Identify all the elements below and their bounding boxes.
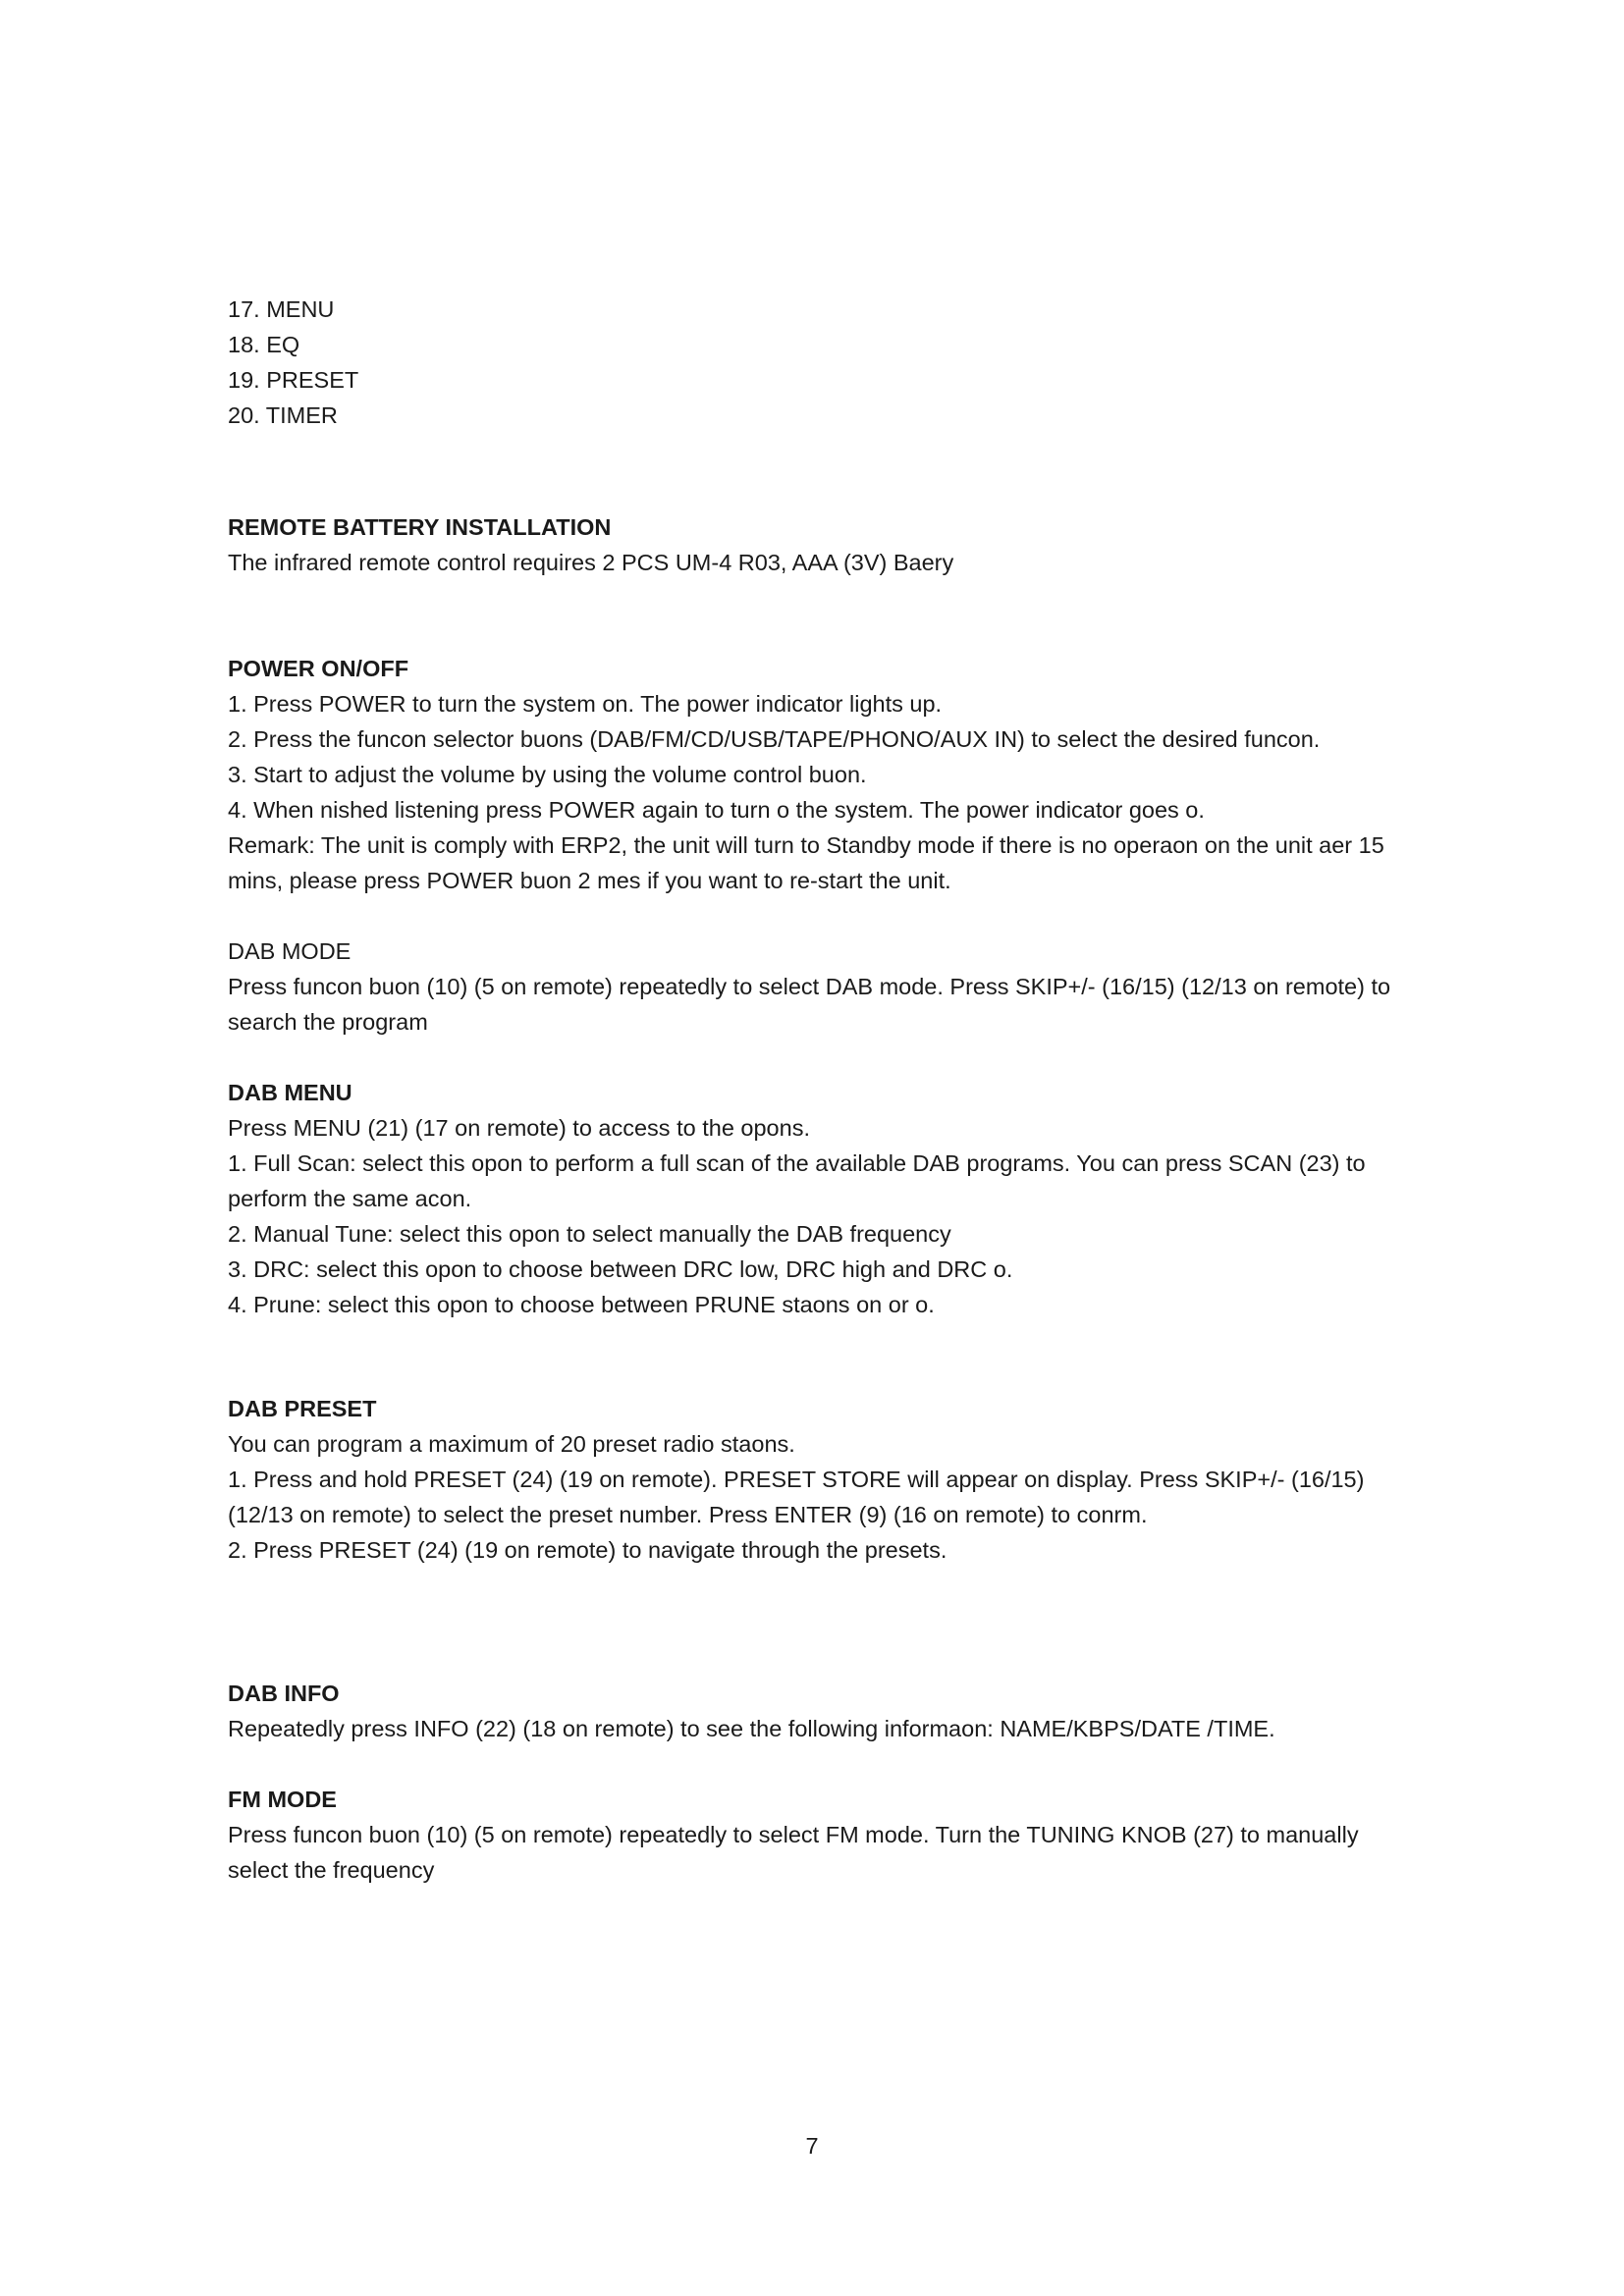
paragraph: 3. DRC: select this opon to choose between DRC low, DRC high and DRC o. xyxy=(228,1256,1013,1282)
fm-mode-section xyxy=(228,1782,1406,1888)
list-item: 19. PRESET xyxy=(228,367,359,393)
paragraph: Press funcon buon (10) (5 on remote) repeatedly to select DAB mode. Press SKIP+/- (16/15) (12/13 on remote) to search the program xyxy=(228,974,1391,1035)
section-heading: DAB INFO xyxy=(228,1681,340,1706)
spacer xyxy=(228,898,1406,934)
section-heading: FM MODE xyxy=(228,1787,337,1812)
spacer xyxy=(228,1040,1406,1075)
section-heading: DAB PRESET xyxy=(228,1396,377,1421)
list-item: 17. MENU xyxy=(228,296,335,322)
section-heading: DAB MENU xyxy=(228,1080,352,1105)
paragraph: 1. Press and hold PRESET (24) (19 on remote). PRESET STORE will appear on display. Press SKIP+/- (16/15) (12/13 on remote) to select the preset number. Press ENTER (9) (16 on remote) to conrm. xyxy=(228,1467,1365,1527)
list-item: 18. EQ xyxy=(228,332,300,357)
section-heading: POWER ON/OFF xyxy=(228,656,409,681)
paragraph: The infrared remote control requires 2 PCS UM-4 R03, AAA (3V) Baery xyxy=(228,550,954,575)
paragraph: 2. Press the funcon selector buons (DAB/FM/CD/USB/TAPE/PHONO/AUX IN) to select the desired funcon. xyxy=(228,726,1321,752)
paragraph: Press funcon buon (10) (5 on remote) repeatedly to select FM mode. Turn the TUNING KNOB (27) to manually select the frequency xyxy=(228,1822,1359,1883)
dab-mode-section xyxy=(228,934,1406,1040)
page-content xyxy=(228,292,1406,1888)
spacer xyxy=(228,1746,1406,1782)
paragraph: 1. Full Scan: select this opon to perform a full scan of the available DAB programs. You can press SCAN (23) to perform the same acon. xyxy=(228,1150,1366,1211)
spacer xyxy=(228,1322,1406,1391)
spacer xyxy=(228,1568,1406,1676)
dab-info-section xyxy=(228,1676,1406,1746)
spacer xyxy=(228,580,1406,651)
paragraph: Remark: The unit is comply with ERP2, the unit will turn to Standby mode if there is no operaon on the unit aer 15 mins, please press POWER buon 2 mes if you want to re-start the unit. xyxy=(228,832,1384,893)
page-number: 7 xyxy=(805,2133,819,2159)
paragraph: Press MENU (21) (17 on remote) to access to the opons. xyxy=(228,1115,810,1141)
remote-battery-section xyxy=(228,509,1406,580)
remote-button-list xyxy=(228,292,1406,433)
dab-menu-section xyxy=(228,1075,1406,1322)
section-heading: REMOTE BATTERY INSTALLATION xyxy=(228,514,612,540)
power-section xyxy=(228,651,1406,898)
paragraph: You can program a maximum of 20 preset radio staons. xyxy=(228,1431,795,1457)
paragraph: 2. Manual Tune: select this opon to select manually the DAB frequency xyxy=(228,1221,951,1247)
paragraph: Repeatedly press INFO (22) (18 on remote) to see the following informaon: NAME/KBPS/DATE /TIME. xyxy=(228,1716,1275,1741)
paragraph: 2. Press PRESET (24) (19 on remote) to navigate through the presets. xyxy=(228,1537,947,1563)
paragraph: 3. Start to adjust the volume by using the volume control buon. xyxy=(228,762,867,787)
paragraph: 4. When nished listening press POWER again to turn o the system. The power indicator goes o. xyxy=(228,797,1205,823)
spacer xyxy=(228,433,1406,509)
paragraph: 1. Press POWER to turn the system on. The power indicator lights up. xyxy=(228,691,943,717)
list-item: 20. TIMER xyxy=(228,402,338,428)
paragraph: 4. Prune: select this opon to choose between PRUNE staons on or o. xyxy=(228,1292,935,1317)
dab-preset-section xyxy=(228,1391,1406,1568)
section-heading: DAB MODE xyxy=(228,938,352,964)
